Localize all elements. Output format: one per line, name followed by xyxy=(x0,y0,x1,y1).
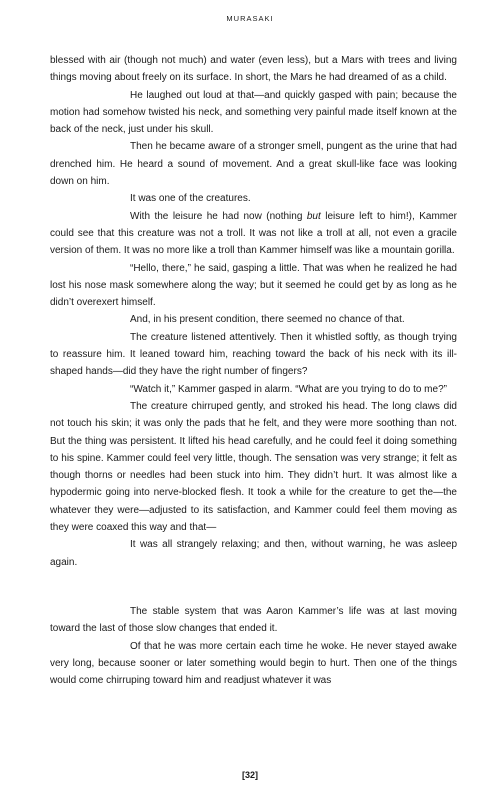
running-head: MURASAKI xyxy=(226,14,274,23)
page-number: [32] xyxy=(241,770,258,780)
paragraph-1: blessed with air (though not much) and water (even less), but a Mars with trees and living things moving about freely on its surface. In short, the Mars he had dreamed of as a child. xyxy=(50,55,457,84)
paragraph-7: And, in his present condition, there seemed no chance of that. xyxy=(130,314,405,326)
paragraph-13: Of that he was more certain each time he woke. He never stayed awake very long, because sooner or later something would begin to hurt. Then one of the things would come chirruping toward him and readjust whatever it was xyxy=(50,640,457,687)
page-body xyxy=(50,52,457,689)
paragraph-5-emphasis: but xyxy=(306,210,321,222)
paragraph-10: The creature chirruped gently, and stroked his head. The long claws did not touch his skin; it was only the pads that he felt, and they were more soothing than not. But the thing was persistent. It lifted his head carefully, and he could feel it doing something to his spine. Kammer could feel very little, though. The sensation was very strange; it felt as though thorns or needles had been stuck into him. They didn’t hurt. It was almost like a hypodermic going into nerve-blocked flesh. It took a while for the creature to get the—the whatever they were—adjusted to its satisfaction, and Kammer could feel them moving as they were coaxed this way and that— xyxy=(50,400,457,534)
paragraph-5 xyxy=(50,208,457,260)
paragraph-5-part-2: leisure left to him!), Kammer could see that this creature was not a troll. It was not like a troll at all, not even a gracile version of them. It was no more like a troll than Kammer himself was like a mountain gorilla. xyxy=(50,210,457,257)
paragraph-12: The stable system that was Aaron Kammer’s life was at last moving toward the last of those slow changes that ended it. xyxy=(50,605,457,635)
paragraph-8: The creature listened attentively. Then it whistled softly, as though trying to reassure him. It leaned toward him, reaching toward the back of his neck with its ill-shaped hands—did they have the right number of fingers? xyxy=(50,331,457,378)
paragraph-3: Then he became aware of a stronger smell, pungent as the urine that had drenched him. He heard a sound of movement. And a great skull-like face was looking down on him. xyxy=(50,141,457,188)
paragraph-5-part-1: With the leisure he had now (nothing xyxy=(130,210,307,222)
paragraph-11: It was all strangely relaxing; and then, without warning, he was asleep again. xyxy=(50,539,457,568)
paragraph-6: “Hello, there,” he said, gasping a little. That was when he realized he had lost his nose mask somewhere along the way; but it seemed he could get by as long as he didn’t overexert himself. xyxy=(50,262,457,309)
paragraph-9: “Watch it,” Kammer gasped in alarm. “What are you trying to do to me?” xyxy=(130,383,447,395)
paragraph-4: It was one of the creatures. xyxy=(130,193,251,205)
paragraph-2: He laughed out loud at that—and quickly gasped with pain; because the motion had somehow twisted his neck, and something very painful made itself known at the back of the neck, just under his skull. xyxy=(50,89,457,136)
